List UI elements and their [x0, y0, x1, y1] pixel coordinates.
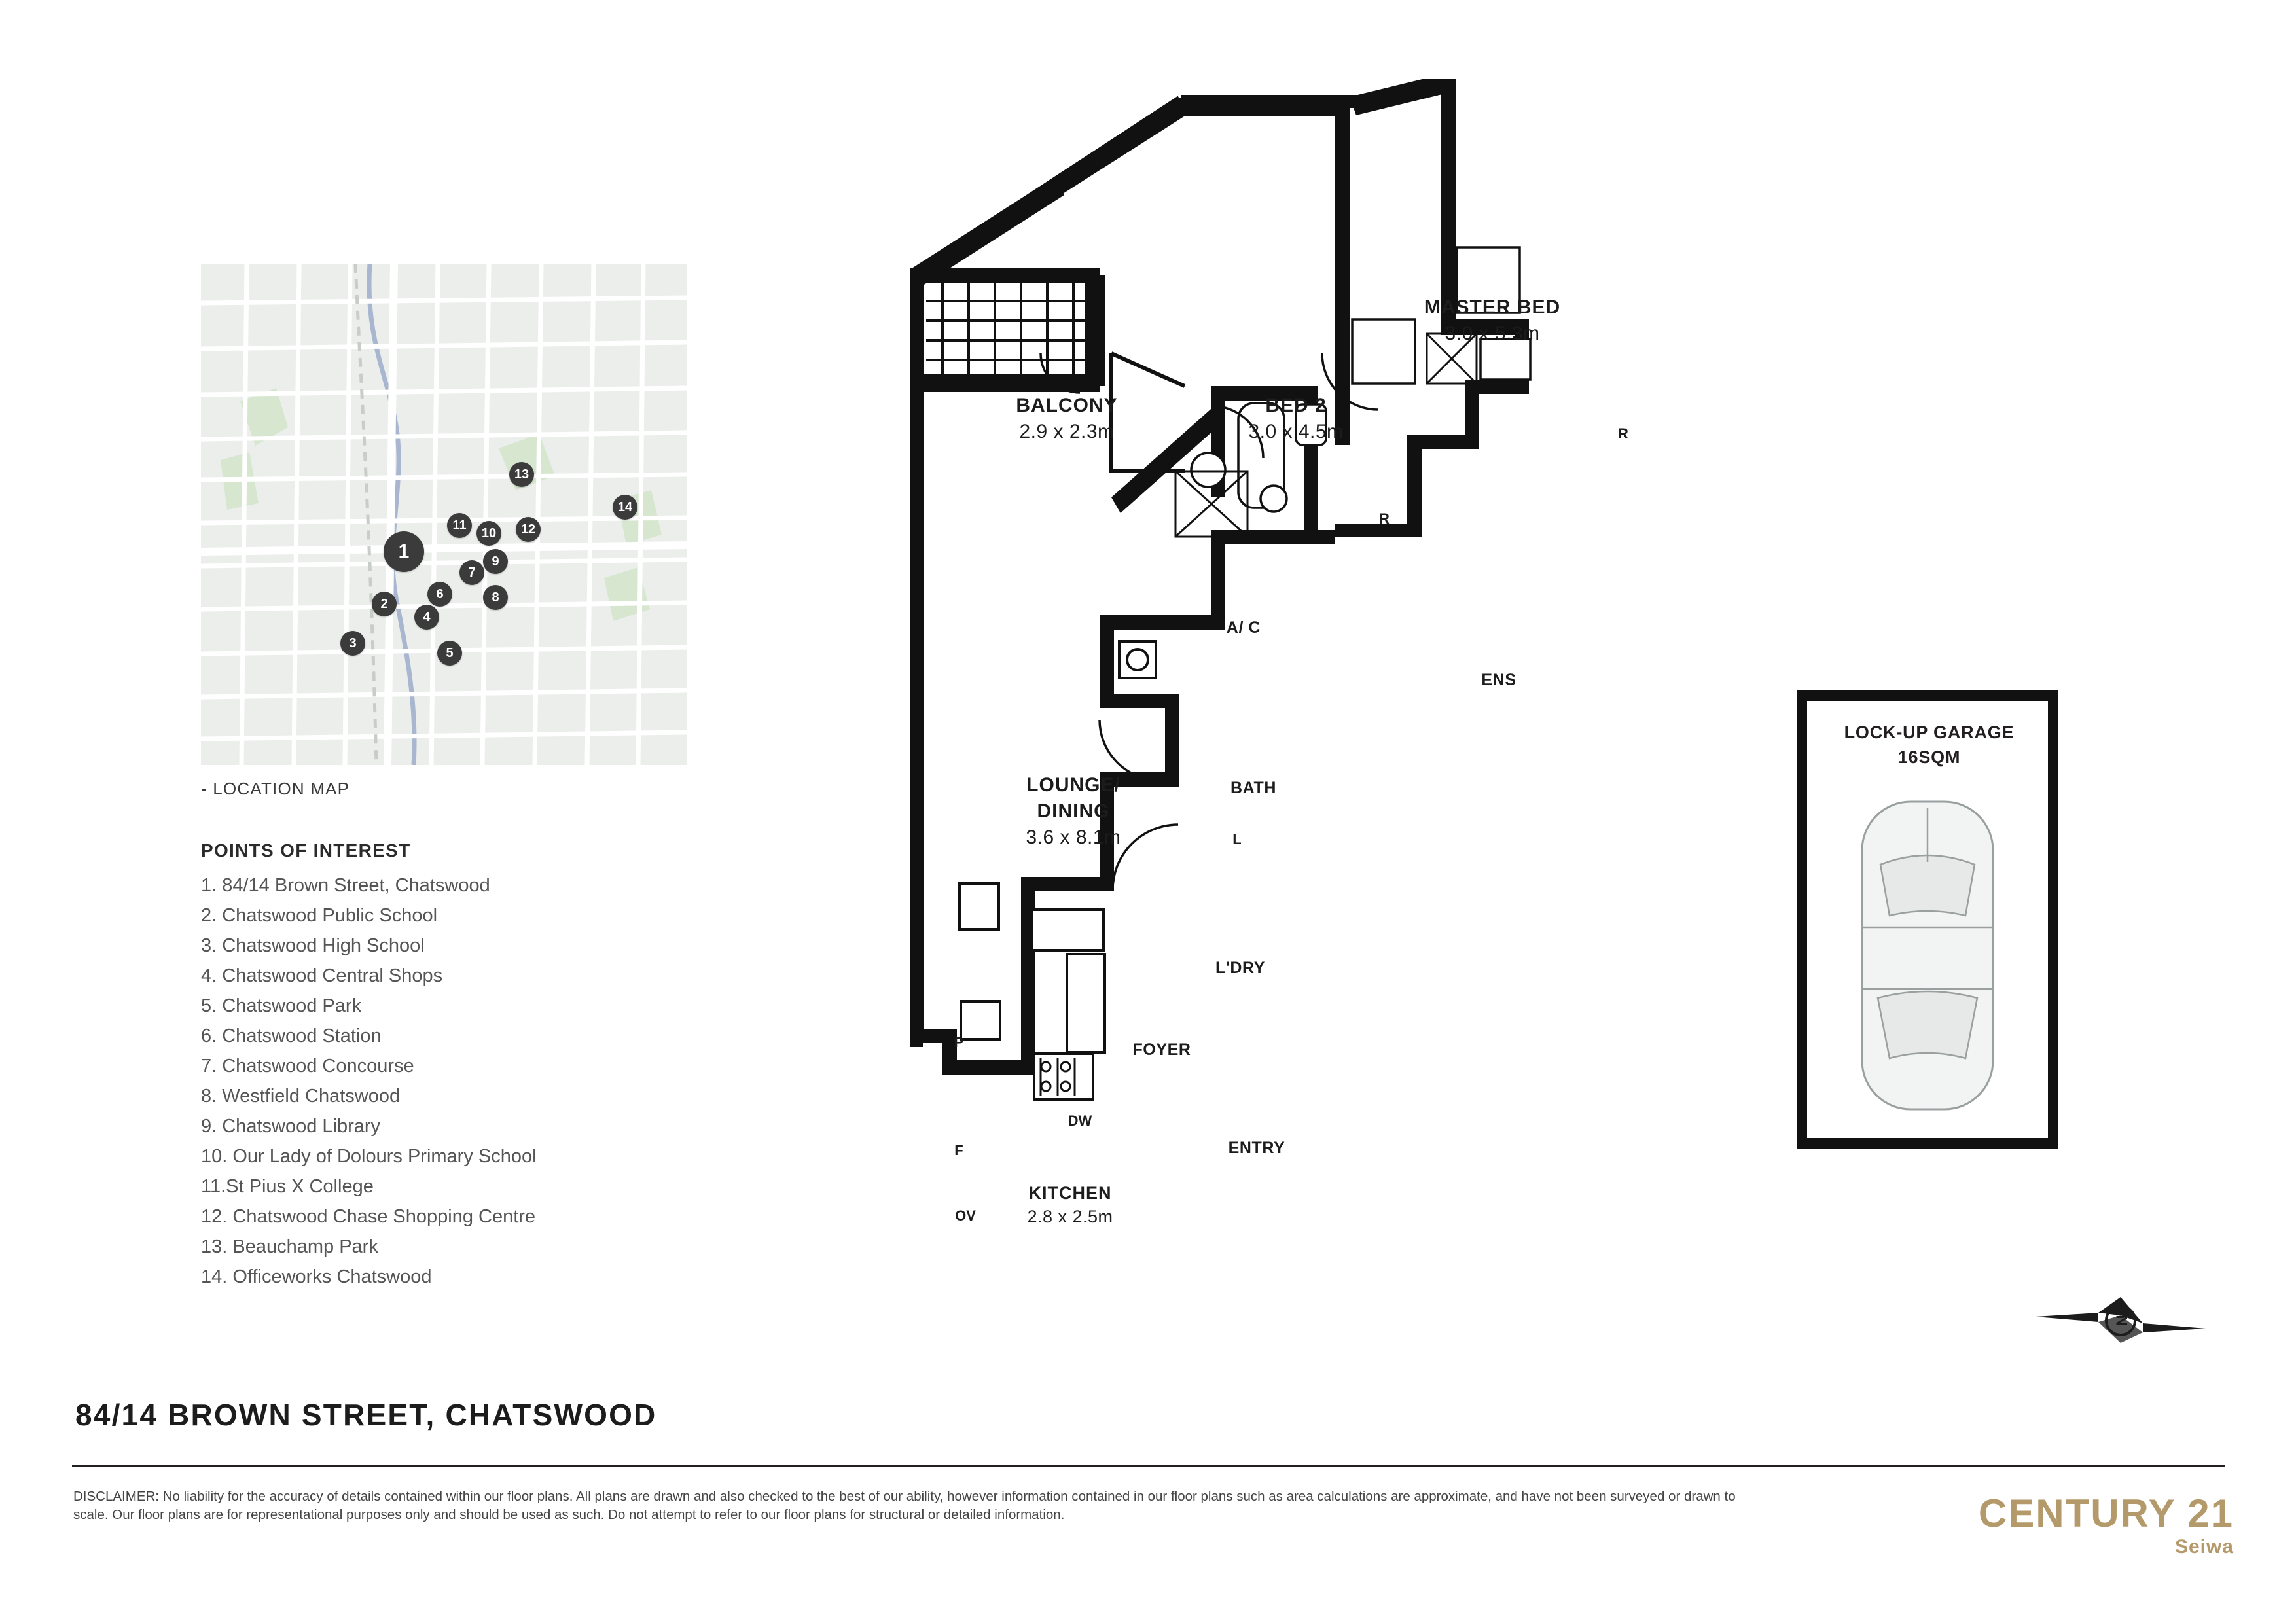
map-marker-8[interactable]: 8 — [483, 585, 508, 610]
map-marker-12[interactable]: 12 — [516, 517, 541, 542]
poi-item-7: 7. Chatswood Concourse — [201, 1056, 414, 1077]
poi-title: POINTS OF INTEREST — [201, 840, 411, 861]
label-bath: BATH — [1230, 779, 1276, 797]
garage-label: LOCK-UP GARAGE 16SQM — [1844, 722, 2015, 767]
poi-item-8: 8. Westfield Chatswood — [201, 1086, 401, 1107]
room-label-bed2: BED 2 3.0 x 4.5m — [1248, 395, 1344, 442]
compass-letter: N — [2113, 1315, 2131, 1327]
label-robe-bed2: R — [1379, 510, 1390, 527]
brand-logo — [1815, 1492, 2234, 1559]
poi-item-5: 5. Chatswood Park — [201, 995, 362, 1016]
label-pantry: P — [954, 1034, 964, 1050]
map-marker-2[interactable]: 2 — [372, 592, 397, 616]
map-marker-11[interactable]: 11 — [447, 513, 472, 538]
floor-plan-svg — [903, 79, 1859, 1322]
poi-item-13: 13. Beauchamp Park — [201, 1236, 378, 1257]
poi-item-4: 4. Chatswood Central Shops — [201, 965, 443, 986]
label-oven: OV — [955, 1207, 976, 1224]
map-marker-9[interactable]: 9 — [483, 549, 508, 574]
poi-item-12: 12. Chatswood Chase Shopping Centre — [201, 1206, 536, 1227]
map-marker-3[interactable]: 3 — [340, 631, 365, 656]
label-ens: ENS — [1481, 671, 1516, 689]
room-label-balcony: BALCONY 2.9 x 2.3m — [1016, 395, 1118, 442]
map-marker-6[interactable]: 6 — [427, 582, 452, 607]
map-marker-4[interactable]: 4 — [414, 605, 439, 630]
room-label-kitchen: KITCHEN 2.8 x 2.5m — [1027, 1183, 1113, 1226]
poi-item-14: 14. Officeworks Chatswood — [201, 1266, 432, 1287]
floor-plan-drawing[interactable] — [903, 79, 1859, 1322]
poi-item-1: 1. 84/14 Brown Street, Chatswood — [201, 875, 490, 896]
label-linen: L — [1232, 831, 1242, 847]
label-fridge: F — [954, 1142, 963, 1158]
label-foyer: FOYER — [1132, 1041, 1191, 1059]
label-dishwasher: DW — [1067, 1113, 1092, 1129]
label-air-conditioning: A/ C — [1226, 618, 1261, 637]
poi-item-9: 9. Chatswood Library — [201, 1116, 381, 1137]
compass-north-icon — [2036, 1283, 2206, 1361]
poi-list — [201, 870, 764, 1292]
map-marker-14[interactable]: 14 — [613, 495, 637, 520]
poi-item-2: 2. Chatswood Public School — [201, 905, 438, 926]
room-label-lounge-dining: LOUNGE/ DINING 3.6 x 8.1m — [1026, 774, 1121, 848]
brand-office: Seiwa — [2174, 1536, 2234, 1558]
poi-item-10: 10. Our Lady of Dolours Primary School — [201, 1146, 537, 1167]
page-title: 84/14 BROWN STREET, CHATSWOOD — [75, 1398, 657, 1432]
label-laundry: L'DRY — [1215, 959, 1266, 977]
map-caption: - LOCATION MAP — [201, 779, 350, 798]
disclaimer-text: DISCLAIMER: No liability for the accuracy of details contained within our floor plans. All plans are drawn and also checked to the best of our ability, however information contained in our floor plans such as area calculations are approximate, and have not been surveyed or drawn to scale. Our floor plans are for representational purposes only and should be used as such. Do not attempt to refer to our floor plans for structural or detailed information. — [73, 1489, 1736, 1522]
brand-name: CENTURY 21 — [1978, 1491, 2234, 1535]
map-marker-13[interactable]: 13 — [509, 462, 534, 487]
label-entry: ENTRY — [1228, 1139, 1285, 1157]
map-graphic — [201, 264, 687, 765]
map-marker-5[interactable]: 5 — [437, 641, 462, 666]
map-marker-1[interactable]: 1 — [384, 531, 424, 572]
poi-item-11: 11.St Pius X College — [201, 1176, 374, 1197]
poi-item-6: 6. Chatswood Station — [201, 1026, 382, 1046]
room-label-master-bed: MASTER BED 3.0 x 5.3m — [1424, 296, 1561, 344]
location-map[interactable] — [201, 264, 687, 765]
map-marker-10[interactable]: 10 — [476, 521, 501, 546]
poi-item-3: 3. Chatswood High School — [201, 935, 425, 956]
label-robe-master: R — [1618, 425, 1628, 442]
map-marker-7[interactable]: 7 — [459, 560, 484, 585]
divider — [72, 1465, 2225, 1467]
